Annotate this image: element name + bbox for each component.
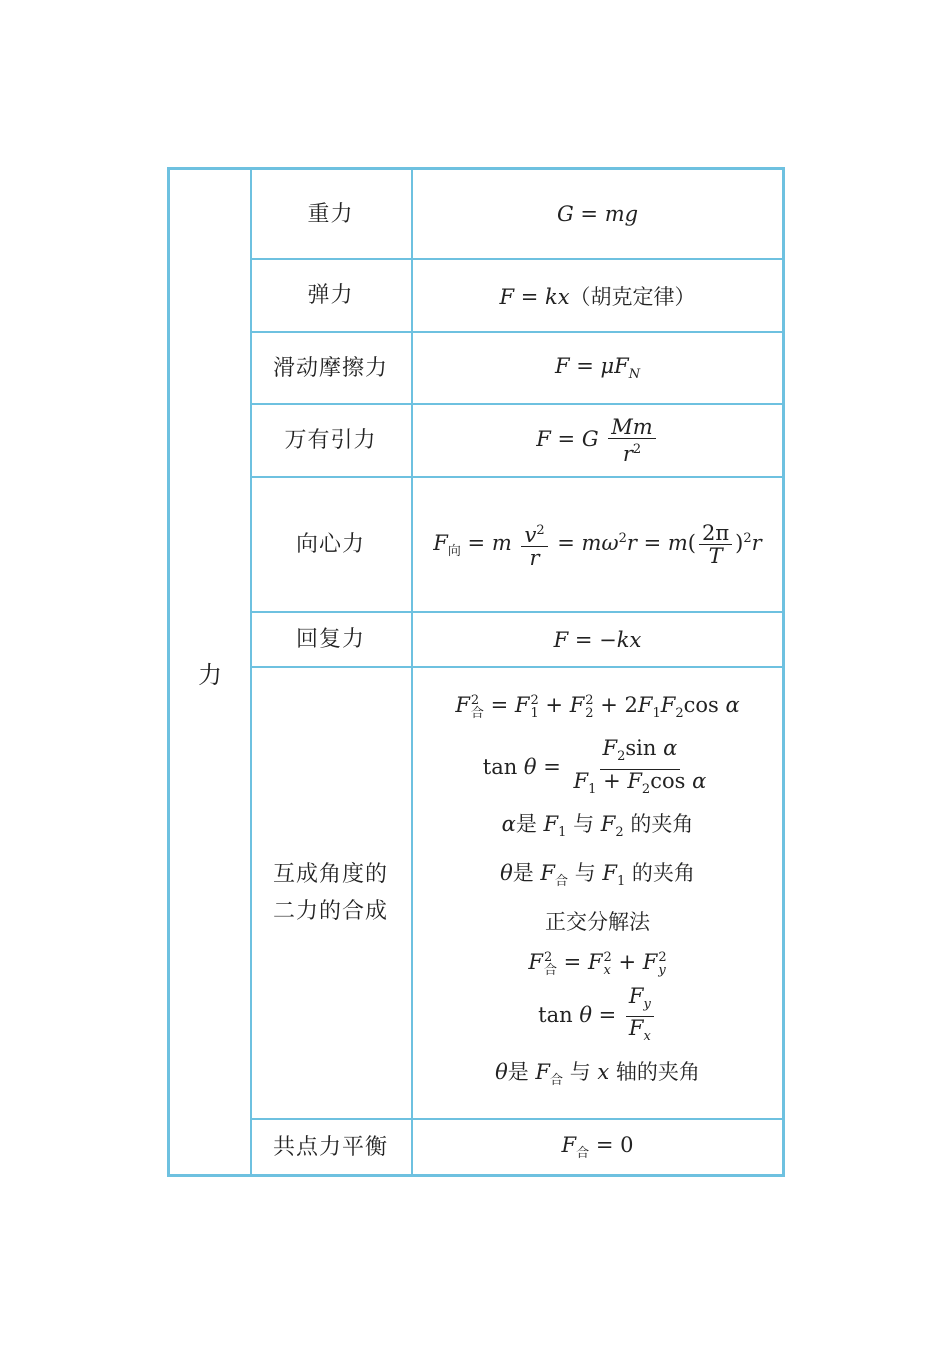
- table-row: [250, 170, 782, 260]
- category-cell: [170, 170, 252, 1174]
- hooke-law-note: （胡克定律）: [569, 284, 696, 309]
- composition-line-5: 正交分解法: [545, 910, 650, 935]
- composition-line-6: F 2 合 = F 2 x + F 2 y: [528, 949, 667, 978]
- composition-line-2: tan θ = $\frac{F_2\sin \alpha}{F_1 + F_2\cos \alpha}$: [482, 736, 707, 797]
- table-row: [250, 668, 782, 1120]
- row-name: 共点力平衡: [250, 1120, 413, 1174]
- formula-gravitation: F = G $\frac{Mm}{r^2}$: [413, 405, 782, 476]
- composition-line-7: tan θ = $\frac{F_y}{F_x}$: [538, 985, 657, 1048]
- table-row: [250, 613, 782, 668]
- table-row: [250, 405, 782, 478]
- row-name: 重力: [250, 170, 413, 258]
- row-name: 回复力: [250, 613, 413, 666]
- formula-restoring: F = −kx: [553, 627, 642, 652]
- row-name: 弹力: [250, 260, 413, 331]
- row-name: 滑动摩擦力: [250, 333, 413, 403]
- formula-equilibrium: $F_合 = 0$: [561, 1132, 634, 1162]
- table-row: [250, 478, 782, 613]
- force-formula-table: [167, 167, 785, 1177]
- formula-elastic: F = kx（胡克定律）: [499, 284, 696, 309]
- category-label: 力: [198, 660, 222, 689]
- composition-line-3: α是 $F_1$ 与 $F_2$ 的夹角: [501, 811, 694, 840]
- formula-gravity: G = mg: [556, 202, 639, 226]
- row-name: 向心力: [250, 478, 413, 611]
- table-row: [250, 333, 782, 405]
- row-name: 互成角度的 二力的合成: [250, 668, 413, 1118]
- formula-composition: [413, 668, 782, 1118]
- composition-line-1: F 2 合 = F 2 1 + F 2 2 + $2F_1F_2\cos$ α: [455, 692, 740, 722]
- formula-friction: $F = \mu F_N$: [554, 353, 641, 383]
- row-name: 万有引力: [250, 405, 413, 476]
- table-row: [250, 260, 782, 333]
- composition-line-4: θ是 $F_合$ 与 $F_1$ 的夹角: [500, 861, 695, 890]
- composition-line-8: θ是 $F_合$ 与 x 轴的夹角: [495, 1059, 700, 1088]
- table-row: [250, 1120, 782, 1174]
- formula-centripetal: $F_向 = m$ $\frac{v^2}{r}$ = $m\omega^2r = m$( $\frac{2\pi}{T}$ )$^2$r: [433, 521, 762, 570]
